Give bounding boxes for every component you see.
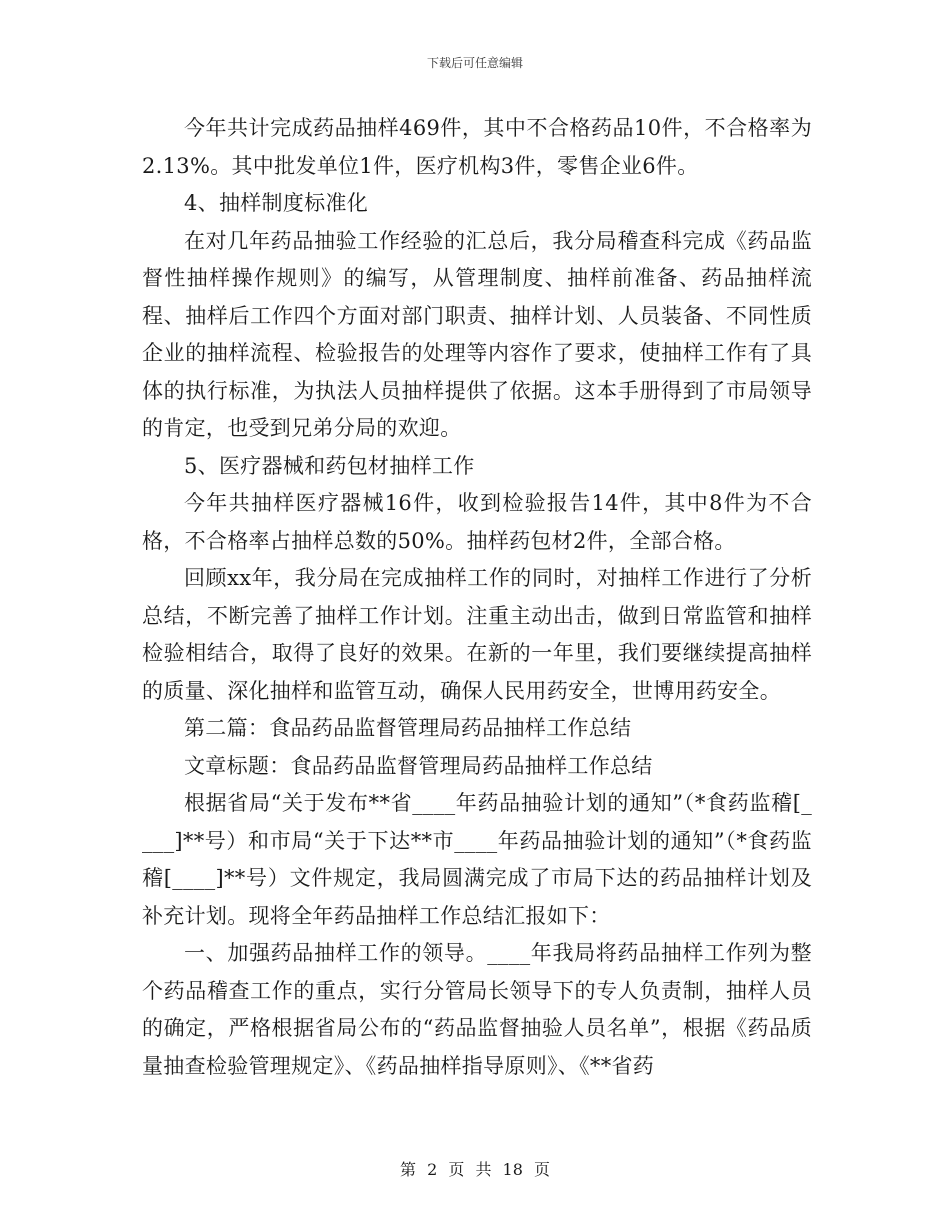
article-title: 文章标题：食品药品监督管理局药品抽样工作总结 xyxy=(184,753,653,778)
paragraph-basis: 根据省局“关于发布**省____年药品抽验计划的通知”（*食药监稽[____]**号）和市局“关于下达**市____年药品抽验计划的通知”（*食药监稽[____]**号）文件规定，我局圆满完成了市局下达的药品抽样计划及补充计划。现将全年药品抽样工作总结汇报如下： xyxy=(142,791,812,928)
paragraph-sampling-count: 今年共计完成药品抽样469件，其中不合格药品10件，不合格率为2.13%。其中批发单位1件，医疗机构3件，零售企业6件。 xyxy=(142,116,812,178)
paragraph-review: 回顾xx年，我分局在完成抽样工作的同时，对抽样工作进行了分析总结，不断完善了抽样工作计划。注重主动出击，做到日常监管和抽样检验相结合，取得了良好的效果。在新的一年里，我们要继续提高抽样的质量、深化抽样和监管互动，确保人民用药安全，世博用药安全。 xyxy=(142,566,812,703)
paragraph-sampling-rules: 在对几年药品抽验工作经验的汇总后，我分局稽查科完成《药品监督性抽样操作规则》的编写，从管理制度、抽样前准备、药品抽样流程、抽样后工作四个方面对部门职责、抽样计划、人员装备、不同性质企业的抽样流程、检验报告的处理等内容作了要求，使抽样工作有了具体的执行标准，为执法人员抽样提供了依据。这本手册得到了市局领导的肯定，也受到兄弟分局的欢迎。 xyxy=(142,228,812,440)
section-heading-5: 5、医疗器械和药包材抽样工作 xyxy=(184,453,475,478)
section-heading-4: 4、抽样制度标准化 xyxy=(184,191,369,215)
article-part-two-title: 第二篇：食品药品监督管理局药品抽样工作总结 xyxy=(184,716,632,740)
paragraph-medical-devices: 今年共抽样医疗器械16件，收到检验报告14件，其中8件为不合格，不合格率占抽样总数的50%。抽样药包材2件，全部合格。 xyxy=(142,491,812,553)
paragraph-leadership: 一、加强药品抽样工作的领导。____年我局将药品抽样工作列为整个药品稽查工作的重点，实行分管局长领导下的专人负责制，抽样人员的确定，严格根据省局公布的“药品监督抽验人员名单”，根据《药品质量抽查检验管理规定》、《药品抽样指导原则》、《**省药 xyxy=(142,941,812,1078)
page-header-note: 下载后可任意编辑 xyxy=(426,56,523,70)
page-number-footer: 第 2 页 共 18 页 xyxy=(400,1160,550,1179)
document-body xyxy=(142,110,812,1085)
